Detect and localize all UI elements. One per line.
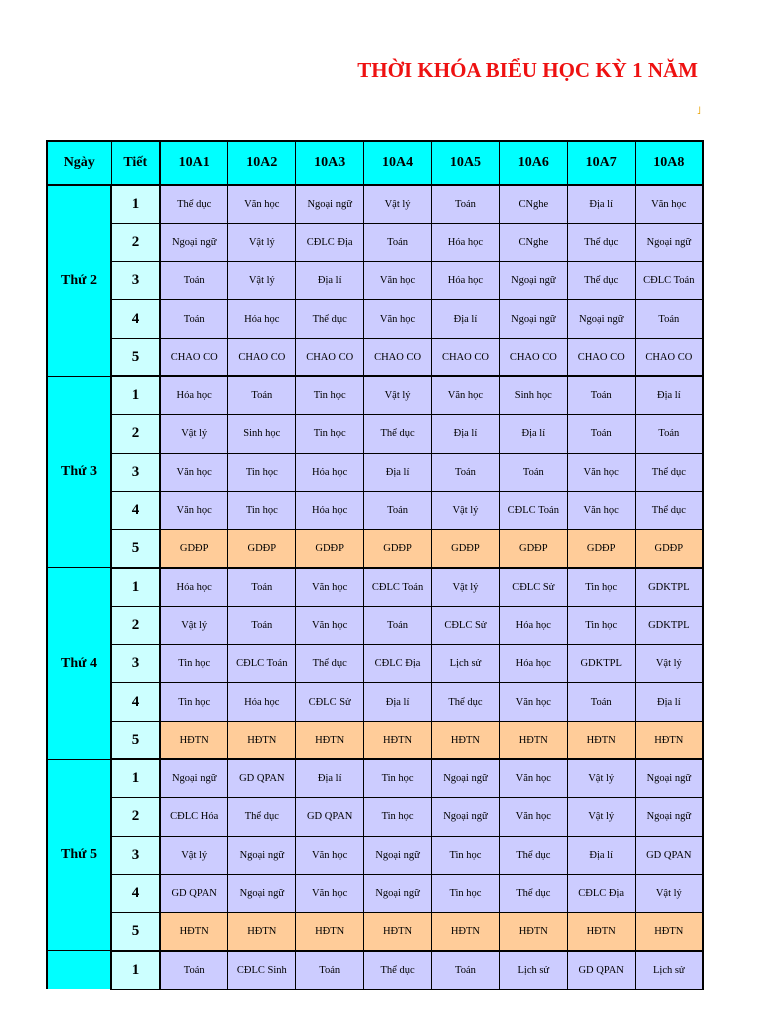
header-day: Ngày xyxy=(47,141,111,185)
subject-cell: CNghe xyxy=(499,185,567,223)
subject-cell: Hóa học xyxy=(228,683,296,721)
subject-cell: GDKTPL xyxy=(635,568,703,606)
subject-cell: GD QPAN xyxy=(296,798,364,836)
subject-cell: Toán xyxy=(160,300,228,338)
subject-cell: GD QPAN xyxy=(635,836,703,874)
subject-cell: CHAO CO xyxy=(160,338,228,376)
table-row xyxy=(47,185,703,223)
subject-cell: Toán xyxy=(364,223,432,261)
subject-cell: Văn học xyxy=(228,185,296,223)
subject-cell: Vật lý xyxy=(567,798,635,836)
period-cell: 4 xyxy=(111,300,160,338)
timetable-body xyxy=(47,185,703,989)
subject-cell: Vật lý xyxy=(364,185,432,223)
header-class: 10A6 xyxy=(499,141,567,185)
subject-cell: GDĐP xyxy=(228,530,296,568)
subject-cell: Hóa học xyxy=(160,376,228,414)
subject-cell: Văn học xyxy=(296,606,364,644)
subject-cell: Toán xyxy=(364,491,432,529)
header-class: 10A2 xyxy=(228,141,296,185)
subject-cell: CĐLC Toán xyxy=(635,262,703,300)
subject-cell: Văn học xyxy=(160,453,228,491)
subject-cell: Địa lí xyxy=(499,415,567,453)
subject-cell: Ngoại ngữ xyxy=(635,798,703,836)
table-row xyxy=(47,874,703,912)
period-cell: 3 xyxy=(111,645,160,683)
subject-cell: Lịch sử xyxy=(499,951,567,989)
subject-cell: Văn học xyxy=(567,453,635,491)
subject-cell: CHAO CO xyxy=(499,338,567,376)
subject-cell: Văn học xyxy=(364,262,432,300)
header-class: 10A7 xyxy=(567,141,635,185)
subject-cell: Tin học xyxy=(432,874,500,912)
day-cell: Thứ 2 xyxy=(47,185,111,376)
subject-cell: Sinh học xyxy=(499,376,567,414)
period-cell: 5 xyxy=(111,530,160,568)
subject-cell: CHAO CO xyxy=(635,338,703,376)
period-cell: 5 xyxy=(111,913,160,951)
subject-cell: HĐTN xyxy=(228,721,296,759)
table-row xyxy=(47,683,703,721)
subject-cell: Tin học xyxy=(364,798,432,836)
subject-cell: Vật lý xyxy=(228,262,296,300)
subject-cell: Vật lý xyxy=(432,568,500,606)
subject-cell: Hóa học xyxy=(499,645,567,683)
table-row xyxy=(47,223,703,261)
subject-cell: GDĐP xyxy=(296,530,364,568)
table-row xyxy=(47,721,703,759)
subject-cell: Toán xyxy=(567,683,635,721)
period-cell: 1 xyxy=(111,951,160,989)
subject-cell: GD QPAN xyxy=(567,951,635,989)
period-cell: 4 xyxy=(111,683,160,721)
subject-cell: Hóa học xyxy=(228,300,296,338)
subject-cell: Toán xyxy=(228,376,296,414)
header-class: 10A1 xyxy=(160,141,228,185)
subject-cell: CNghe xyxy=(499,223,567,261)
subject-cell: HĐTN xyxy=(296,913,364,951)
day-cell: Thứ 5 xyxy=(47,759,111,950)
subject-cell: Thể dục xyxy=(364,951,432,989)
subject-cell: HĐTN xyxy=(364,913,432,951)
subject-cell: Vật lý xyxy=(160,836,228,874)
table-row xyxy=(47,300,703,338)
period-cell: 3 xyxy=(111,262,160,300)
table-row xyxy=(47,645,703,683)
subject-cell: HĐTN xyxy=(364,721,432,759)
subject-cell: Địa lí xyxy=(635,376,703,414)
subject-cell: Vật lý xyxy=(160,606,228,644)
subject-cell: Thể dục xyxy=(364,415,432,453)
subject-cell: Lịch sử xyxy=(432,645,500,683)
header-row xyxy=(47,141,703,185)
subject-cell: Thể dục xyxy=(567,262,635,300)
subject-cell: Toán xyxy=(567,415,635,453)
period-cell: 2 xyxy=(111,223,160,261)
table-row xyxy=(47,606,703,644)
subject-cell: CĐLC Sử xyxy=(296,683,364,721)
subject-cell: CĐLC Toán xyxy=(364,568,432,606)
subject-cell: Toán xyxy=(432,453,500,491)
subject-cell: Hóa học xyxy=(160,568,228,606)
period-cell: 2 xyxy=(111,606,160,644)
subject-cell: Địa lí xyxy=(296,759,364,797)
subject-cell: Văn học xyxy=(499,798,567,836)
table-row xyxy=(47,262,703,300)
subject-cell: Ngoại ngữ xyxy=(567,300,635,338)
subject-cell: Toán xyxy=(160,951,228,989)
subject-cell: Ngoại ngữ xyxy=(296,185,364,223)
subject-cell: Thể dục xyxy=(499,874,567,912)
subject-cell: CHAO CO xyxy=(364,338,432,376)
header-class: 10A8 xyxy=(635,141,703,185)
period-cell: 3 xyxy=(111,836,160,874)
period-cell: 1 xyxy=(111,759,160,797)
table-row xyxy=(47,530,703,568)
subject-cell: Hóa học xyxy=(499,606,567,644)
subject-cell: Tin học xyxy=(160,683,228,721)
subject-cell: Văn học xyxy=(432,376,500,414)
table-row xyxy=(47,836,703,874)
subject-cell: Tin học xyxy=(228,453,296,491)
subject-cell: Thể dục xyxy=(635,491,703,529)
subject-cell: Lịch sử xyxy=(635,951,703,989)
subject-cell: Thể dục xyxy=(296,645,364,683)
subject-cell: HĐTN xyxy=(432,913,500,951)
small-mark: ˩ xyxy=(697,106,701,117)
table-row xyxy=(47,491,703,529)
period-cell: 2 xyxy=(111,798,160,836)
subject-cell: Ngoại ngữ xyxy=(432,759,500,797)
subject-cell: Ngoại ngữ xyxy=(228,874,296,912)
subject-cell: Tin học xyxy=(160,645,228,683)
subject-cell: Văn học xyxy=(296,874,364,912)
subject-cell: Toán xyxy=(228,568,296,606)
subject-cell: Tin học xyxy=(228,491,296,529)
subject-cell: Ngoại ngữ xyxy=(364,874,432,912)
table-row xyxy=(47,568,703,606)
subject-cell: Tin học xyxy=(296,376,364,414)
subject-cell: GDĐP xyxy=(567,530,635,568)
subject-cell: Ngoại ngữ xyxy=(499,262,567,300)
subject-cell: Thể dục xyxy=(499,836,567,874)
subject-cell: Địa lí xyxy=(432,415,500,453)
subject-cell: Hóa học xyxy=(296,453,364,491)
subject-cell: CĐLC Địa xyxy=(296,223,364,261)
subject-cell: Thể dục xyxy=(296,300,364,338)
subject-cell: Thể dục xyxy=(635,453,703,491)
subject-cell: GDĐP xyxy=(160,530,228,568)
subject-cell: Địa lí xyxy=(567,185,635,223)
subject-cell: HĐTN xyxy=(228,913,296,951)
subject-cell: CĐLC Hóa xyxy=(160,798,228,836)
subject-cell: GD QPAN xyxy=(160,874,228,912)
period-cell: 1 xyxy=(111,376,160,414)
subject-cell: CĐLC Sử xyxy=(499,568,567,606)
subject-cell: Thể dục xyxy=(160,185,228,223)
subject-cell: CĐLC Địa xyxy=(567,874,635,912)
subject-cell: CĐLC Toán xyxy=(228,645,296,683)
subject-cell: CHAO CO xyxy=(228,338,296,376)
subject-cell: Ngoại ngữ xyxy=(228,836,296,874)
subject-cell: Thể dục xyxy=(432,683,500,721)
subject-cell: Văn học xyxy=(296,568,364,606)
subject-cell: Toán xyxy=(635,415,703,453)
subject-cell: HĐTN xyxy=(635,913,703,951)
subject-cell: HĐTN xyxy=(296,721,364,759)
subject-cell: Văn học xyxy=(499,759,567,797)
subject-cell: Địa lí xyxy=(432,300,500,338)
period-cell: 5 xyxy=(111,338,160,376)
subject-cell: HĐTN xyxy=(567,721,635,759)
table-row xyxy=(47,376,703,414)
subject-cell: Toán xyxy=(499,453,567,491)
subject-cell: GDĐP xyxy=(432,530,500,568)
subject-cell: Hóa học xyxy=(432,262,500,300)
subject-cell: Địa lí xyxy=(364,453,432,491)
subject-cell: CHAO CO xyxy=(567,338,635,376)
subject-cell: Ngoại ngữ xyxy=(364,836,432,874)
subject-cell: Ngoại ngữ xyxy=(499,300,567,338)
subject-cell: Văn học xyxy=(567,491,635,529)
subject-cell: GD QPAN xyxy=(228,759,296,797)
header-class: 10A4 xyxy=(364,141,432,185)
subject-cell: Toán xyxy=(635,300,703,338)
subject-cell: Tin học xyxy=(296,415,364,453)
subject-cell: Vật lý xyxy=(567,759,635,797)
subject-cell: Văn học xyxy=(364,300,432,338)
subject-cell: CĐLC Sử xyxy=(432,606,500,644)
subject-cell: CĐLC Sinh xyxy=(228,951,296,989)
period-cell: 1 xyxy=(111,185,160,223)
subject-cell: HĐTN xyxy=(567,913,635,951)
subject-cell: Toán xyxy=(432,185,500,223)
subject-cell: Vật lý xyxy=(228,223,296,261)
subject-cell: Thể dục xyxy=(228,798,296,836)
subject-cell: Ngoại ngữ xyxy=(160,759,228,797)
period-cell: 4 xyxy=(111,491,160,529)
subject-cell: Toán xyxy=(160,262,228,300)
table-row xyxy=(47,759,703,797)
subject-cell: Thể dục xyxy=(567,223,635,261)
subject-cell: Hóa học xyxy=(296,491,364,529)
subject-cell: HĐTN xyxy=(499,913,567,951)
period-cell: 1 xyxy=(111,568,160,606)
subject-cell: Sinh học xyxy=(228,415,296,453)
subject-cell: Vật lý xyxy=(432,491,500,529)
subject-cell: GDĐP xyxy=(635,530,703,568)
subject-cell: Vật lý xyxy=(364,376,432,414)
subject-cell: CĐLC Địa xyxy=(364,645,432,683)
header-class: 10A3 xyxy=(296,141,364,185)
subject-cell: Tin học xyxy=(567,606,635,644)
subject-cell: Địa lí xyxy=(567,836,635,874)
subject-cell: HĐTN xyxy=(432,721,500,759)
subject-cell: Địa lí xyxy=(296,262,364,300)
table-row xyxy=(47,453,703,491)
period-cell: 5 xyxy=(111,721,160,759)
subject-cell: Địa lí xyxy=(364,683,432,721)
subject-cell: GDKTPL xyxy=(567,645,635,683)
day-cell: Thứ 4 xyxy=(47,568,111,759)
subject-cell: Văn học xyxy=(160,491,228,529)
subject-cell: Toán xyxy=(432,951,500,989)
subject-cell: HĐTN xyxy=(499,721,567,759)
subject-cell: HĐTN xyxy=(160,721,228,759)
subject-cell: Văn học xyxy=(635,185,703,223)
subject-cell: Văn học xyxy=(296,836,364,874)
table-row xyxy=(47,415,703,453)
header-class: 10A5 xyxy=(432,141,500,185)
page-title: THỜI KHÓA BIỂU HỌC KỲ 1 NĂM xyxy=(357,58,698,82)
subject-cell: Hóa học xyxy=(432,223,500,261)
subject-cell: HĐTN xyxy=(160,913,228,951)
period-cell: 3 xyxy=(111,453,160,491)
table-row xyxy=(47,951,703,989)
subject-cell: CĐLC Toán xyxy=(499,491,567,529)
subject-cell: Vật lý xyxy=(635,645,703,683)
subject-cell: HĐTN xyxy=(635,721,703,759)
subject-cell: GDKTPL xyxy=(635,606,703,644)
day-cell xyxy=(47,951,111,989)
day-cell: Thứ 3 xyxy=(47,376,111,567)
subject-cell: CHAO CO xyxy=(432,338,500,376)
subject-cell: Ngoại ngữ xyxy=(635,759,703,797)
period-cell: 2 xyxy=(111,415,160,453)
subject-cell: GDĐP xyxy=(364,530,432,568)
period-cell: 4 xyxy=(111,874,160,912)
subject-cell: Toán xyxy=(567,376,635,414)
subject-cell: Tin học xyxy=(364,759,432,797)
table-row xyxy=(47,798,703,836)
subject-cell: Ngoại ngữ xyxy=(635,223,703,261)
timetable xyxy=(46,140,704,990)
subject-cell: CHAO CO xyxy=(296,338,364,376)
subject-cell: Ngoại ngữ xyxy=(160,223,228,261)
subject-cell: Toán xyxy=(364,606,432,644)
subject-cell: GDĐP xyxy=(499,530,567,568)
subject-cell: Toán xyxy=(296,951,364,989)
subject-cell: Vật lý xyxy=(160,415,228,453)
header-period: Tiết xyxy=(111,141,160,185)
subject-cell: Ngoại ngữ xyxy=(432,798,500,836)
subject-cell: Tin học xyxy=(567,568,635,606)
subject-cell: Địa lí xyxy=(635,683,703,721)
subject-cell: Toán xyxy=(228,606,296,644)
subject-cell: Văn học xyxy=(499,683,567,721)
table-row xyxy=(47,913,703,951)
table-row xyxy=(47,338,703,376)
subject-cell: Vật lý xyxy=(635,874,703,912)
subject-cell: Tin học xyxy=(432,836,500,874)
